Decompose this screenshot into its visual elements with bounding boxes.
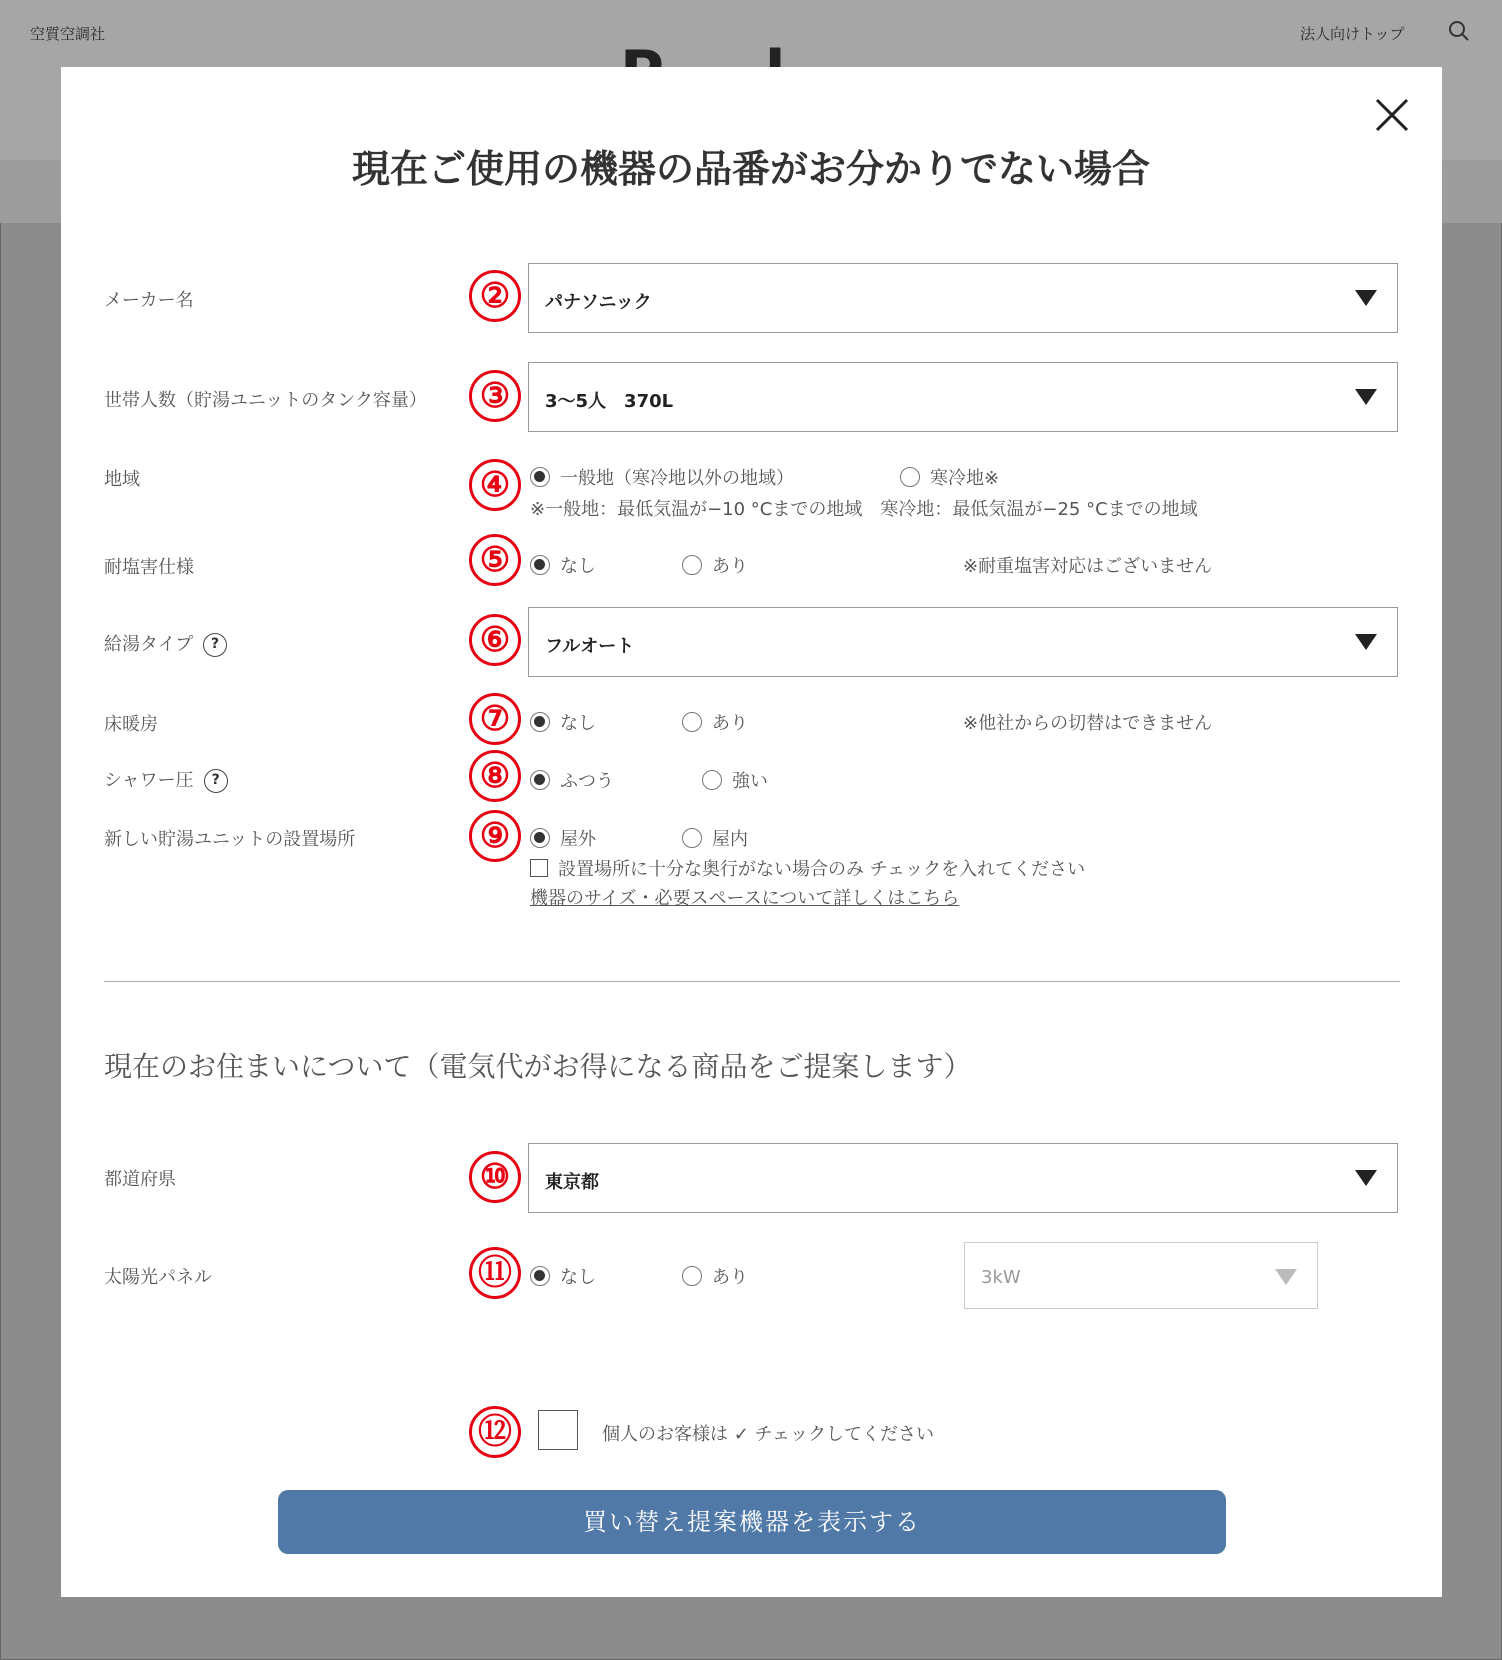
radio-selected-icon [530,770,550,790]
radio-label: なし [560,713,596,734]
salt-note: ※耐重塩害対応はございません [963,556,1213,577]
step-number-7: ⑦ [469,693,521,745]
floor-heating-option-none[interactable] [530,709,596,735]
region-option-general[interactable] [530,464,794,490]
close-icon[interactable] [1372,95,1412,135]
step-number-11 [469,1247,521,1299]
supply-type-select[interactable] [528,607,1398,677]
maker-select[interactable] [528,263,1398,333]
step-number-4: ④ [469,459,521,511]
household-label: 世帯人数（貯湯ユニットのタンク容量） [104,390,427,411]
radio-selected-icon [530,467,550,487]
radio-label: 一般地（寒冷地以外の地域） [560,468,794,489]
household-select[interactable] [528,362,1398,432]
radio-label: なし [560,556,596,577]
shower-label [104,766,228,793]
prefecture-select-value: 東京都 [545,1172,599,1193]
chevron-down-icon [1355,634,1377,650]
radio-unselected-icon [682,555,702,575]
step-number-text: ⑪ [478,1254,512,1292]
step-number-text: ⑫ [478,1413,512,1451]
floor-heating-label: 床暖房 [104,714,158,735]
help-icon[interactable]: ? [203,633,227,657]
floor-heating-note: ※他社からの切替はできません [963,713,1213,734]
solar-option-none[interactable] [530,1263,596,1289]
checkbox-icon [530,859,548,877]
chevron-down-icon [1355,1170,1377,1186]
step-number-2: ② [469,270,521,322]
brand-name: 空質空調社 [30,25,106,43]
supply-type-label-text: 給湯タイプ [104,634,194,655]
radio-unselected-icon [682,712,702,732]
shower-option-strong[interactable] [702,767,768,793]
location-option-outdoor[interactable] [530,825,596,851]
region-note: ※一般地：最低気温が−10 °Cまでの地域 寒冷地：最低気温が−25 °Cまでの地域 [530,499,1198,520]
shower-label-text: シャワー圧 [104,770,194,791]
salt-option-none[interactable] [530,552,596,578]
radio-label: あり [712,556,748,577]
radio-label: 屋外 [560,829,596,850]
radio-label: 寒冷地※ [930,468,1000,489]
chevron-down-icon [1355,290,1377,306]
supply-type-select-value: フルオート [545,636,635,657]
radio-unselected-icon [682,828,702,848]
section-divider [104,981,1400,982]
insufficient-depth-checkbox[interactable] [530,855,1085,881]
checkbox-label: 設置場所に十分な奥行がない場合のみ チェックを入れてください [558,859,1086,880]
region-option-cold[interactable] [900,464,999,490]
radio-unselected-icon [702,770,722,790]
solar-capacity-select[interactable] [964,1242,1318,1309]
location-option-indoor[interactable] [682,825,748,851]
solar-capacity-value: 3kW [981,1267,1021,1288]
radio-label: なし [560,1267,596,1288]
region-label: 地域 [104,469,140,490]
supply-type-label [104,630,227,657]
solar-option-yes[interactable] [682,1263,748,1289]
step-number-5: ⑤ [469,534,521,586]
radio-label: あり [712,1267,748,1288]
salt-option-yes[interactable] [682,552,748,578]
radio-label: あり [712,713,748,734]
radio-label: 強い [732,771,768,792]
chevron-down-icon [1275,1269,1297,1285]
radio-selected-icon [530,555,550,575]
personal-customer-checkbox[interactable] [538,1410,578,1450]
maker-select-value: パナソニック [545,292,652,313]
step-number-3: ③ [469,370,521,422]
step-number-9: ⑨ [469,810,521,862]
personal-customer-label: 個人のお客様は ✓ チェックしてください [602,1424,934,1445]
floor-heating-option-yes[interactable] [682,709,748,735]
help-icon[interactable]: ? [204,769,228,793]
household-select-value: 3〜5人 370L [545,391,674,412]
step-number-12 [469,1406,521,1458]
step-number-6: ⑥ [469,614,521,666]
maker-label: メーカー名 [104,290,194,311]
step-number-10 [469,1151,521,1203]
residence-section-title: 現在のお住まいについて（電気代がお得になる商品をご提案します） [104,1050,972,1083]
radio-selected-icon [530,828,550,848]
solar-label: 太陽光パネル [104,1267,212,1288]
radio-unselected-icon [900,467,920,487]
salt-label: 耐塩害仕様 [104,557,194,578]
step-number-8: ⑧ [469,750,521,802]
radio-label: ふつう [560,771,614,792]
size-space-link[interactable]: 機器のサイズ・必要スペースについて詳しくはこちら [530,888,960,909]
show-recommendations-button[interactable]: 買い替え提案機器を表示する [278,1490,1226,1554]
prefecture-label: 都道府県 [104,1169,176,1190]
search-icon[interactable] [1448,20,1470,42]
radio-selected-icon [530,1266,550,1286]
radio-unselected-icon [682,1266,702,1286]
corporate-top-link[interactable]: 法人向けトップ [1300,25,1405,43]
step-number-text: ⑩ [479,1158,511,1196]
shower-option-normal[interactable] [530,767,614,793]
modal-title: 現在ご使用の機器の品番がお分かりでない場合 [351,147,1150,191]
location-label: 新しい貯湯ユニットの設置場所 [104,829,356,850]
prefecture-select[interactable] [528,1143,1398,1213]
radio-label: 屋内 [712,829,748,850]
chevron-down-icon [1355,389,1377,405]
radio-selected-icon [530,712,550,732]
